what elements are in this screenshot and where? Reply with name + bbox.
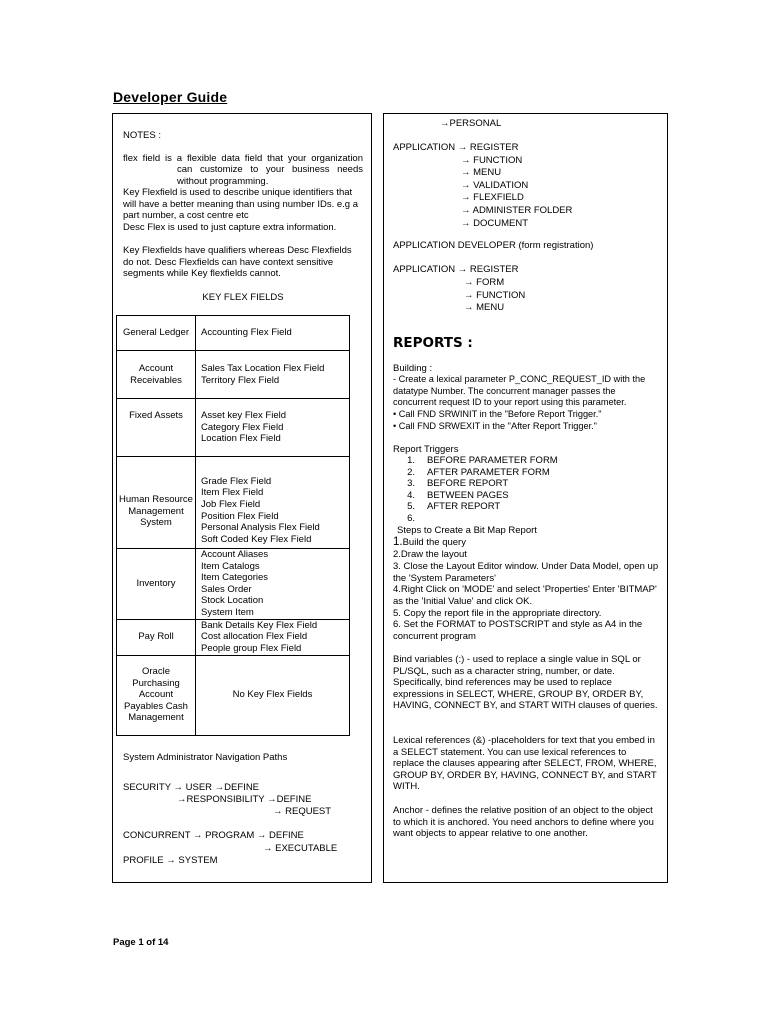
app-item-administer-folder: → ADMINISTER FOLDER xyxy=(461,205,573,216)
module-cell: Oracle Purchasing Account Payables Cash Management xyxy=(117,655,196,735)
page-title: Developer Guide xyxy=(113,89,228,105)
table-row xyxy=(117,399,350,457)
table-row xyxy=(117,457,350,549)
bitmap-step-5: 5. Copy the report file in the appropriate directory. xyxy=(393,608,602,619)
lexical-references-paragraph: Lexical references (&) -placeholders for text that you embed in a SELECT statement. You can use lexical references to replace the clauses appearing after SELECT, FROM, WHERE, GROUP BY, ORDER BY, HAVING, CONNECT BY, and START WITH. xyxy=(393,735,657,793)
flex-field-item: Territory Flex Field xyxy=(201,374,280,386)
key-flex-fields-table xyxy=(116,315,350,736)
nav-concurrent-line: CONCURRENT → PROGRAM → DEFINE xyxy=(123,830,304,841)
bitmap-step-2: 2.Draw the layout xyxy=(393,549,467,560)
table-row xyxy=(117,351,350,399)
flex-field-lead: flex field is a flexible data field that your organization xyxy=(123,153,363,164)
personal-line: →PERSONAL xyxy=(440,118,502,129)
application-register-line: APPLICATION → REGISTER xyxy=(393,142,519,153)
desc-flex-definition: Desc Flex is used to just capture extra information. xyxy=(123,222,337,233)
app-item-menu: → MENU xyxy=(461,167,502,178)
bitmap-step-4: 4.Right Click on 'MODE' and select 'Properties' Enter 'BITMAP' as the 'Initial Value' and click OK. xyxy=(393,584,657,607)
flex-field-item: Category Flex Field xyxy=(201,421,284,433)
list-item: 1. BEFORE PARAMETER FORM xyxy=(407,455,558,466)
list-item: 6. xyxy=(407,512,415,524)
app-item-validation: → VALIDATION xyxy=(461,180,529,191)
module-cell: Fixed Assets xyxy=(117,399,196,457)
nav-request-line: → REQUEST xyxy=(273,806,332,817)
flex-field-item: Location Flex Field xyxy=(201,433,281,445)
app-developer-line: APPLICATION DEVELOPER (form registration) xyxy=(393,240,594,251)
fields-cell xyxy=(196,351,350,399)
app2-item-menu: → MENU xyxy=(464,302,505,313)
table-row xyxy=(117,619,350,655)
table-row xyxy=(117,316,350,351)
application-register-line-2: APPLICATION → REGISTER xyxy=(393,264,519,275)
flex-field-item: Position Flex Field xyxy=(201,510,279,522)
fields-cell xyxy=(196,457,350,549)
flex-field-item: Stock Location xyxy=(201,595,264,607)
app-item-flexfield: → FLEXFIELD xyxy=(461,192,524,203)
module-cell: Human Resource Management System xyxy=(117,457,196,549)
anchor-paragraph: Anchor - defines the relative position of an object to the object to which it is anchored. You need anchors to define where you want objects to appear relative to one another. xyxy=(393,805,654,840)
building-step-3: • Call FND SRWEXIT in the "After Report Trigger." xyxy=(393,421,597,431)
flex-field-item: System Item xyxy=(201,606,254,618)
reports-heading: REPORTS : xyxy=(393,335,473,351)
app2-item-form: → FORM xyxy=(464,277,505,288)
fields-cell xyxy=(196,399,350,457)
flex-field-item: Asset key Flex Field xyxy=(201,410,286,422)
fields-cell xyxy=(196,619,350,655)
app-item-document: → DOCUMENT xyxy=(461,218,529,229)
bitmap-step-6: 6. Set the FORMAT to POSTSCRIPT and style as A4 in the concurrent program xyxy=(393,619,643,642)
fields-cell xyxy=(196,316,350,351)
flex-field-item: Item Categories xyxy=(201,572,269,584)
module-cell: Pay Roll xyxy=(117,619,196,655)
page-number: Page 1 of 14 xyxy=(113,937,169,948)
nav-executable-line: → EXECUTABLE xyxy=(263,843,338,854)
list-item: 4. BETWEEN PAGES xyxy=(407,489,509,501)
building-step-2: • Call FND SRWINIT in the "Before Report Trigger." xyxy=(393,409,602,419)
module-cell: Account Receivables xyxy=(117,351,196,399)
flex-field-item: Soft Coded Key Flex Field xyxy=(201,533,312,545)
nav-responsibility-line: →RESPONSIBILITY →DEFINE xyxy=(177,794,312,805)
flex-field-item: Grade Flex Field xyxy=(201,475,272,487)
flex-field-item: No Key Flex Fields xyxy=(232,689,313,701)
bind-variables-paragraph: Bind variables (:) - used to replace a single value in SQL or PL/SQL, such as a character string, number, or date. Specifically, bind references may be used to replace expressions in SELECT, WHERE, GROUP BY, ORDER BY, HAVING, CONNECT BY, and START WITH clauses of queries. xyxy=(393,654,658,712)
nav-security-line: SECURITY → USER →DEFINE xyxy=(123,782,260,793)
flex-field-item: Account Aliases xyxy=(201,549,269,560)
table-row xyxy=(117,549,350,620)
flex-field-item: Bank Details Key Flex Field xyxy=(201,619,318,631)
key-flexfield-definition: Key Flexfield is used to describe unique identifiers that will have a better meaning than using number IDs. e.g a part number, a cost centre etc xyxy=(123,187,358,222)
flex-field-item: Item Flex Field xyxy=(201,487,264,499)
module-cell: General Ledger xyxy=(117,316,196,351)
flex-field-definition: can customize to your business needs without programming. xyxy=(177,164,363,187)
fields-cell xyxy=(196,549,350,620)
report-triggers-list xyxy=(393,455,558,525)
flex-field-item: Sales Order xyxy=(201,583,252,595)
key-flex-fields-heading: KEY FLEX FIELDS xyxy=(202,292,284,303)
bitmap-step-1: 1.Build the query xyxy=(393,536,466,548)
fields-cell xyxy=(196,655,350,735)
bitmap-steps-label: Steps to Create a Bit Map Report xyxy=(397,525,537,536)
flex-field-item: Cost allocation Flex Field xyxy=(201,631,308,643)
table-row xyxy=(117,655,350,735)
flex-field-item: Sales Tax Location Flex Field xyxy=(201,362,325,374)
flex-field-item: Accounting Flex Field xyxy=(201,327,292,339)
flex-field-item: Personal Analysis Flex Field xyxy=(201,522,320,534)
list-item: 3. BEFORE REPORT xyxy=(407,478,509,490)
report-triggers-label: Report Triggers xyxy=(393,444,459,455)
flex-field-item: Item Catalogs xyxy=(201,560,260,572)
flexfield-comparison: Key Flexfields have qualifiers whereas Desc Flexfields do not. Desc Flexfields can have context sensitive segments while Key flexfields cannot. xyxy=(123,245,352,280)
nav-profile-line: PROFILE → SYSTEM xyxy=(123,855,218,866)
flex-field-item: People group Flex Field xyxy=(201,642,302,654)
app2-item-function: → FUNCTION xyxy=(464,290,526,301)
building-step-1: - Create a lexical parameter P_CONC_REQUEST_ID with the datatype Number. The concurrent manager passes the concurrent request ID to your report using this parameter. xyxy=(393,374,646,408)
flex-field-item: Job Flex Field xyxy=(201,498,261,510)
nav-paths-heading: System Administrator Navigation Paths xyxy=(123,752,288,763)
building-label: Building : xyxy=(393,363,433,374)
bitmap-step-3: 3. Close the Layout Editor window. Under Data Model, open up the 'System Parameters' xyxy=(393,561,659,584)
list-item: 5. AFTER REPORT xyxy=(407,501,501,513)
notes-label: NOTES : xyxy=(123,130,162,141)
module-cell: Inventory xyxy=(117,549,196,620)
list-item: 2. AFTER PARAMETER FORM xyxy=(407,466,550,478)
app-item-function: → FUNCTION xyxy=(461,155,523,166)
